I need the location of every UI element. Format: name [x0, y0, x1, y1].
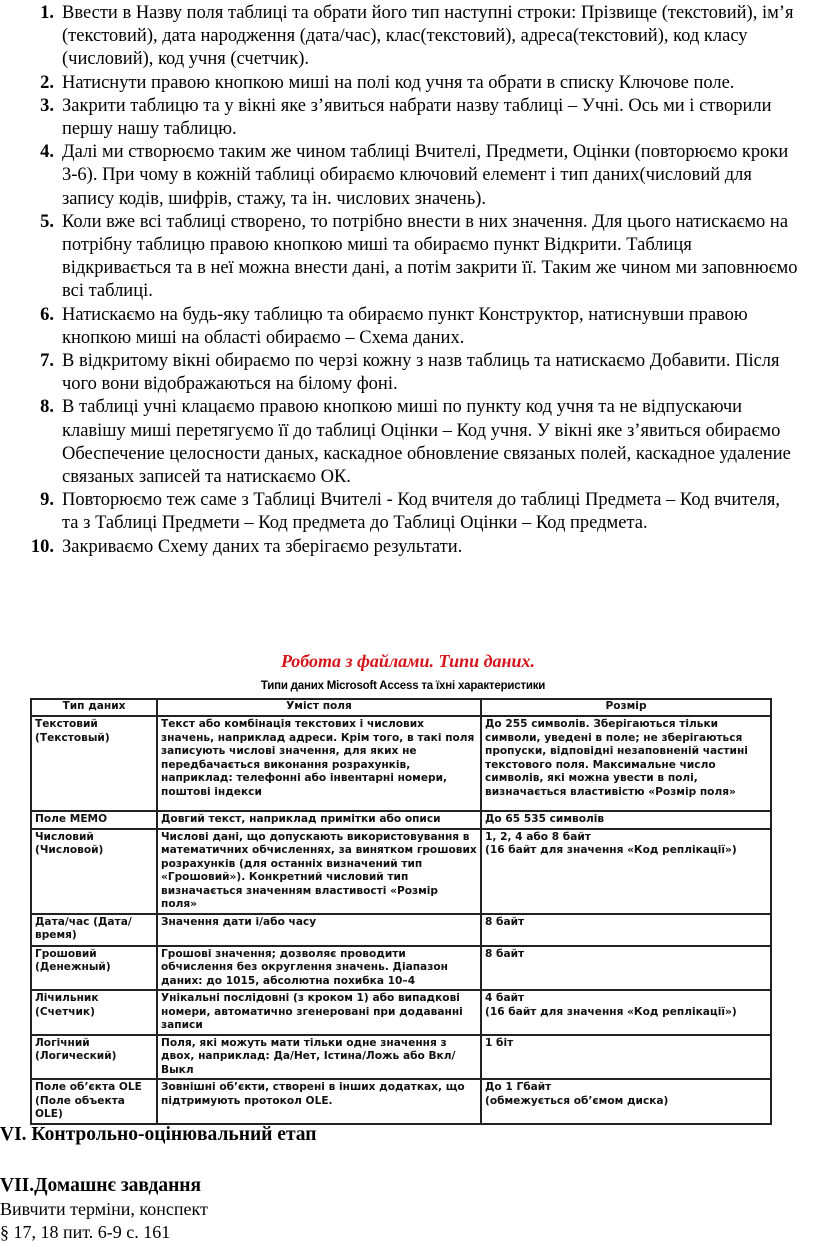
- cell-type: Дата/час (Дата/время): [31, 914, 157, 946]
- cell-content: Довгий текст, наприклад примітки або описи: [157, 811, 481, 829]
- cell-content: Текст або комбінація текстових і числових значень, наприклад адреси. Крім того, в такі поля записують числові значення, для яких не передбачається виконання розрахунків, наприклад: телефонні або інвентарні номери, поштові індекси: [157, 716, 481, 811]
- table-row: [31, 946, 771, 991]
- cell-size: [481, 914, 771, 946]
- cell-content: Унікальні послідовні (з кроком 1) або випадкові номери, автоматично згенеровані при додаванні записи: [157, 990, 481, 1035]
- size-value: До 65 535 символів: [485, 813, 605, 825]
- step-number: 2.: [40, 72, 54, 93]
- step-number: 10.: [30, 536, 54, 557]
- size-value: 1, 2, 4 або 8 байт: [485, 830, 591, 843]
- size-value: 8 байт: [485, 947, 525, 960]
- step-number: 5.: [40, 211, 54, 232]
- cell-content: Числові дані, що допускають використовування в математичних обчисленнях, за винятком грошових розрахунків (для останніх визначений тип «Грошовий»). Конкретний числовий тип визначається значенням властивості «Розмір поля»: [157, 829, 481, 914]
- section-homework: VII.Домашнє завдання: [0, 1175, 202, 1196]
- step-item: [30, 304, 800, 350]
- cell-size: [481, 829, 771, 914]
- table-row: [31, 829, 771, 914]
- cell-size: [481, 990, 771, 1035]
- step-item: [30, 536, 800, 559]
- size-value: До 255 символів. Зберігаються тільки символи, уведені в поле; не зберігаються пропуски, відповідні незаповненій частині текстового поля. Максимальне число символів, які можна увести в полі, визначається властивістю «Розмір поля»: [485, 718, 748, 798]
- cell-content: Значення дати і/або часу: [157, 914, 481, 946]
- size-value: До 1 Гбайт: [485, 1081, 552, 1093]
- homework-line-2: § 17, 18 пит. 6-9 с. 161: [0, 1222, 171, 1242]
- step-text: Закрити таблицю та у вікні яке з’явиться набрати назву таблиці – Учні. Ось ми і створили першу нашу таблицю.: [62, 95, 772, 140]
- cell-type: Лічильник (Счетчик): [31, 990, 157, 1035]
- step-item: [30, 72, 800, 95]
- cell-content: Грошові значення; дозволяє проводити обчислення без округлення значень. Діапазон даних: до 1015, абсолютна похибка 10–4: [157, 946, 481, 991]
- header-type: Тип даних: [31, 699, 157, 716]
- step-number: 8.: [40, 397, 54, 418]
- section-control: VI. Контрольно-оцінювальний етап: [0, 1124, 317, 1145]
- homework-line-1: Вивчити терміни, конспект: [0, 1199, 208, 1219]
- cell-type: Поле MEMO: [31, 811, 157, 829]
- step-number: 3.: [40, 95, 54, 116]
- size-value: 8 байт: [485, 915, 525, 928]
- cell-size: [481, 1035, 771, 1080]
- cell-type: Текстовий (Текстовый): [31, 716, 157, 811]
- cell-size: [481, 811, 771, 829]
- step-text: Коли вже всі таблиці створено, то потрібно внести в них значення. Для цього натискаємо на потрібну таблицю правою кнопкою миші та обираємо пункт Відкрити. Таблиця відкривається та в неї можна внести дані, а потім закрити її. Таким же чином ми заповнюємо всі таблиці.: [62, 211, 798, 302]
- step-text: В відкритому вікні обираємо по черзі кожну з назв таблиць та натискаємо Добавити. Після чого вони відображаються на білому фоні.: [62, 351, 780, 395]
- step-number: 4.: [40, 142, 54, 163]
- size-note: (16 байт для значення «Код реплікації»): [485, 1005, 737, 1018]
- step-item: [30, 141, 800, 211]
- step-number: 7.: [40, 351, 54, 372]
- step-text: Натиснути правою кнопкою миші на полі код учня та обрати в списку Ключове поле.: [62, 72, 735, 93]
- size-value: 4 байт: [485, 992, 525, 1004]
- step-text: Ввести в Назву поля таблиці та обрати його тип наступні строки: Прізвище (текстовий), ім’я (текстовий), дата народження (дата/час), клас(текстовий), адреса(текстовий), код класу (числовий), код учня (счетчик).: [62, 3, 794, 70]
- cell-size: [481, 716, 771, 811]
- table-row: [31, 811, 771, 829]
- table-header-row: [31, 699, 771, 716]
- size-value: 1 біт: [485, 1036, 514, 1049]
- data-types-table-figure: [24, 676, 782, 1120]
- step-item: [30, 350, 800, 396]
- step-item: [30, 396, 800, 489]
- cell-size: [481, 946, 771, 991]
- section-title: Робота з файлами. Типи даних.: [280, 651, 536, 671]
- step-text: Далі ми створюємо таким же чином таблиці Вчителі, Предмети, Оцінки (повторюємо кроки 3-6). При чому в кожній таблиці обираємо ключовий елемент і тип даних(числовий для запису кодів, шифрів, стажу, та ін. числових значень).: [62, 142, 789, 209]
- step-text: Закриваємо Схему даних та зберігаємо результати.: [62, 536, 463, 557]
- instruction-steps: [30, 2, 800, 559]
- table-row: [31, 1079, 771, 1124]
- data-types-table: [30, 698, 772, 1125]
- step-number: 9.: [40, 490, 54, 511]
- cell-type: Логічний (Логический): [31, 1035, 157, 1080]
- step-item: [30, 2, 800, 72]
- step-text: В таблиці учні клацаємо правою кнопкою миші по пункту код учня та не відпускаючи клавішу миші перетягуємо її до таблиці Оцінки – Код учня. У вікні яке з’явиться обираємо Обеспечение целосности даных, каскадное обновление связаных полей, каскадное удаление связаных записей та натискаємо ОК.: [62, 397, 791, 488]
- step-text: Натискаємо на будь-яку таблицю та обираємо пункт Конструктор, натиснувши правою кнопкою миші на області обираємо – Схема даних.: [62, 304, 748, 348]
- cell-type: Грошовий (Денежный): [31, 946, 157, 991]
- step-item: [30, 95, 800, 141]
- cell-content: Поля, які можуть мати тільки одне значення з двох, наприклад: Да/Нет, Істина/Ложь або Вкл/Выкл: [157, 1035, 481, 1080]
- table-row: [31, 716, 771, 811]
- table-row: [31, 1035, 771, 1080]
- size-note: (16 байт для значення «Код реплікації»): [485, 844, 737, 856]
- cell-size: [481, 1079, 771, 1124]
- step-text: Повторюємо теж саме з Таблиці Вчителі - Код вчителя до таблиці Предмета – Код вчителя, та з Таблиці Предмети – Код предмета до Таблиці Оцінки – Код предмета.: [62, 490, 780, 534]
- table-row: [31, 914, 771, 946]
- size-note: (обмежується об’ємом диска): [485, 1094, 669, 1107]
- cell-content: Зовнішні об’єкти, створені в інших додатках, що підтримують протокол OLE.: [157, 1079, 481, 1124]
- header-size: Розмір: [481, 699, 771, 716]
- step-number: 6.: [40, 304, 54, 325]
- cell-type: Поле об’єкта OLE (Поле объекта OLE): [31, 1079, 157, 1124]
- step-number: 1.: [40, 3, 54, 23]
- cell-type: Числовий (Числовой): [31, 829, 157, 914]
- table-row: [31, 990, 771, 1035]
- header-content: Уміст поля: [157, 699, 481, 716]
- step-item: [30, 489, 800, 535]
- table-title: Типи даних Microsoft Access та їхні характеристики: [260, 680, 546, 692]
- step-item: [30, 211, 800, 304]
